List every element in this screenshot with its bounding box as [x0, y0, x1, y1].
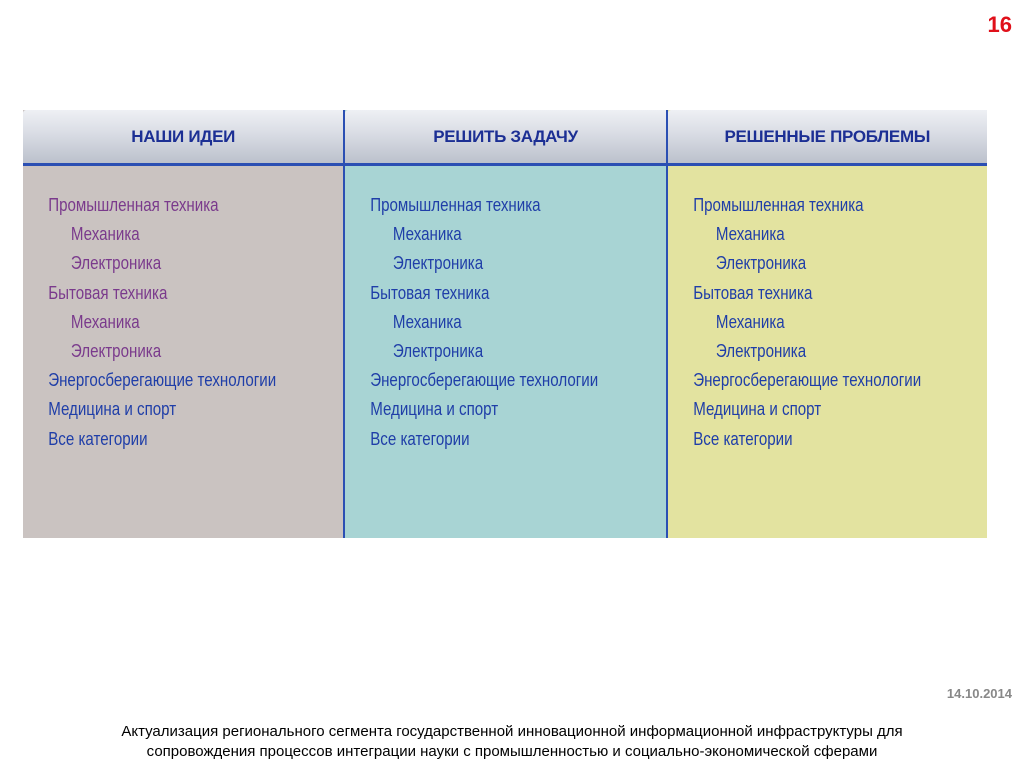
column-solved-problems	[668, 110, 987, 538]
category-link[interactable]: Промышленная техника	[370, 195, 541, 215]
category-link[interactable]: Электроника	[715, 253, 806, 274]
category-link[interactable]: Все категории	[692, 428, 793, 449]
category-link[interactable]: Электроника	[70, 253, 162, 274]
category-link[interactable]: Энергосберегающие технологии	[370, 370, 599, 391]
column-body	[23, 166, 343, 538]
category-link[interactable]: Механика	[70, 311, 140, 332]
column-header[interactable]: РЕШИТЬ ЗАДАЧУ	[345, 110, 665, 166]
category-link[interactable]: Медицина и спорт	[370, 399, 499, 420]
category-link[interactable]: Механика	[715, 224, 785, 245]
category-link[interactable]: Бытовая техника	[370, 282, 490, 303]
category-link[interactable]: Электроника	[70, 341, 162, 362]
caption-line: сопровождения процессов интеграции науки с промышленностью и социально-экономической сферами	[146, 743, 878, 760]
category-link[interactable]: Механика	[715, 311, 785, 332]
categories-table	[23, 110, 987, 538]
category-link[interactable]: Механика	[393, 224, 463, 245]
category-link[interactable]: Энергосберегающие технологии	[48, 370, 277, 391]
column-body	[345, 166, 665, 538]
category-link[interactable]: Электроника	[393, 341, 484, 362]
category-link[interactable]: Промышленная техника	[48, 195, 219, 215]
date-label: 14.10.2014	[946, 686, 1012, 701]
column-solve-task	[345, 110, 667, 538]
category-link[interactable]: Бытовая техника	[692, 282, 813, 303]
column-body	[668, 166, 987, 538]
category-link[interactable]: Механика	[70, 224, 140, 245]
category-link[interactable]: Все категории	[48, 428, 148, 449]
category-link[interactable]: Электроника	[715, 341, 806, 362]
category-link[interactable]: Медицина и спорт	[692, 399, 821, 420]
category-link[interactable]: Медицина и спорт	[48, 399, 177, 420]
column-our-ideas	[23, 110, 345, 538]
category-link[interactable]: Механика	[393, 311, 463, 332]
slide-number: 16	[987, 12, 1012, 37]
category-link[interactable]: Бытовая техника	[48, 282, 168, 303]
category-link[interactable]: Электроника	[393, 253, 484, 274]
caption-line: Актуализация регионального сегмента государственной инновационной информационной инфраструктуры для	[121, 723, 903, 740]
column-header[interactable]: НАШИ ИДЕИ	[23, 110, 343, 166]
footer-caption	[40, 722, 984, 762]
category-link[interactable]: Энергосберегающие технологии	[692, 370, 921, 391]
category-link[interactable]: Все категории	[370, 428, 470, 449]
category-link[interactable]: Промышленная техника	[692, 195, 864, 215]
column-header[interactable]: РЕШЕННЫЕ ПРОБЛЕМЫ	[668, 110, 987, 166]
